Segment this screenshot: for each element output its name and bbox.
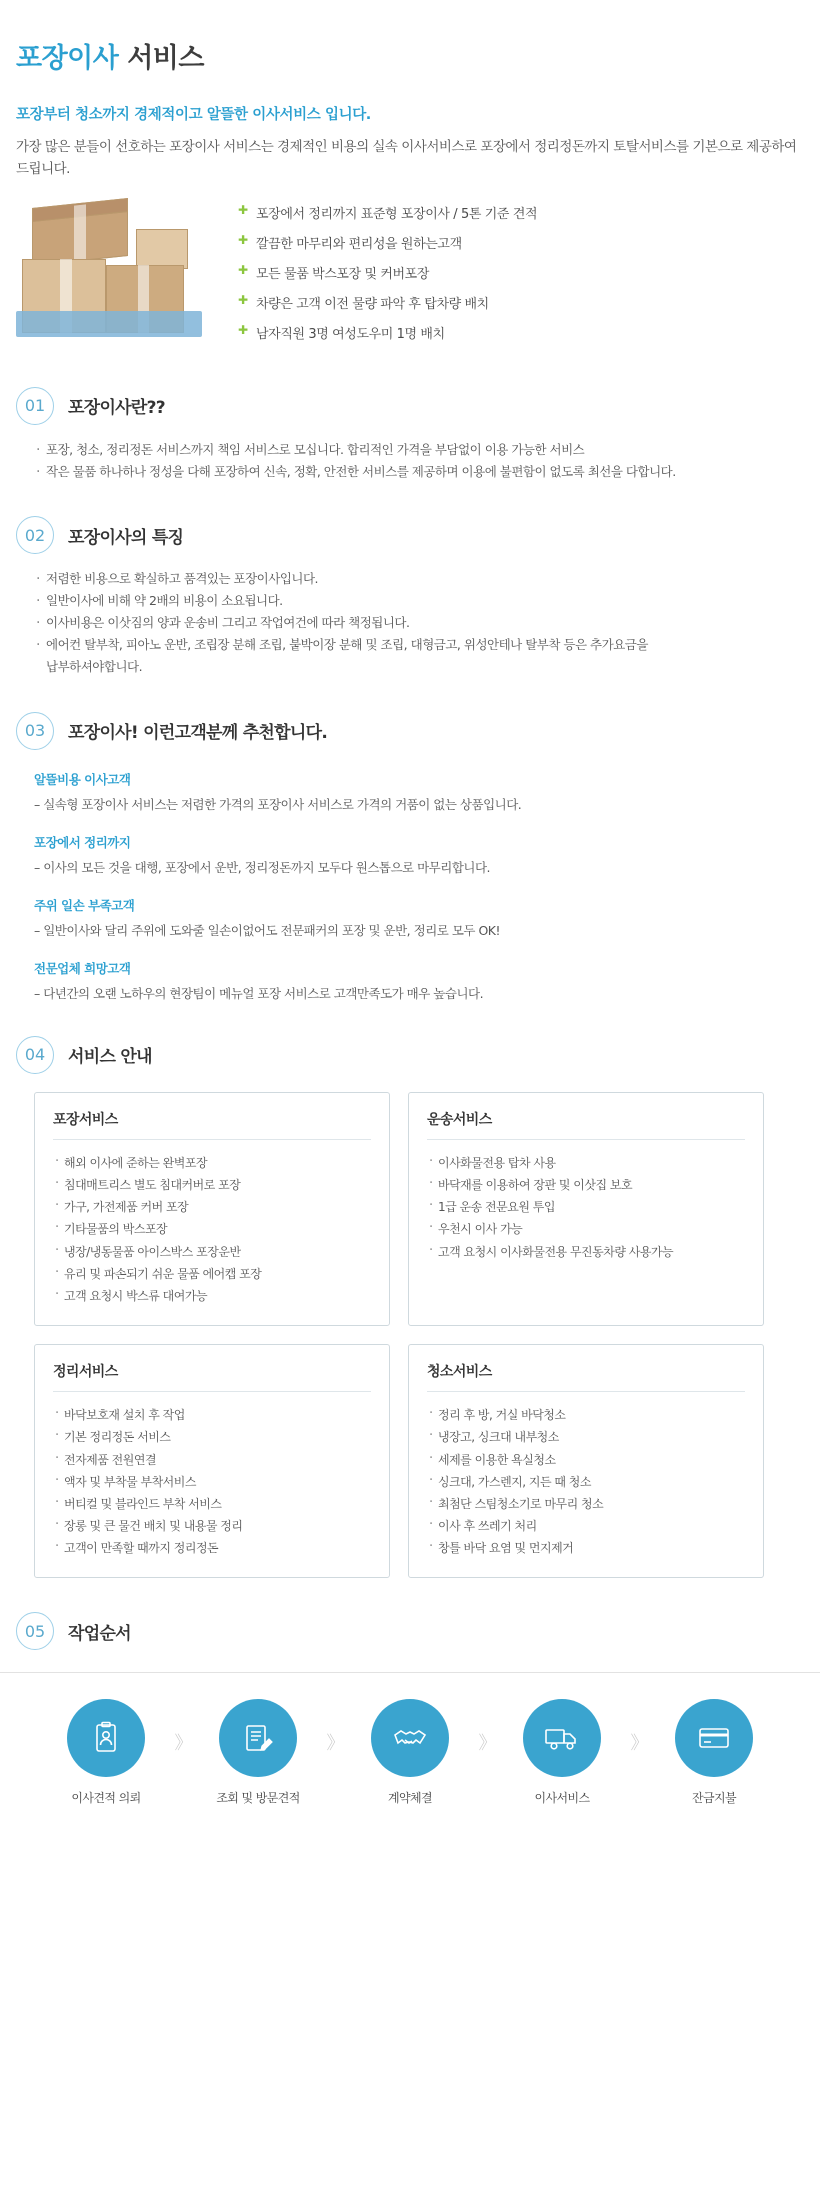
list-item: · 가구, 가전제품 커버 포장 [53, 1196, 371, 1218]
packing-moving-service-page [0, 18, 820, 2208]
recommend-group-desc: – 일반이사와 달리 주위에 도와줄 일손이없어도 전문패커의 포장 및 운반, 정리로 모두 OK! [34, 922, 501, 938]
recommend-group-desc: – 실속형 포장이사 서비스는 저렴한 가격의 포장이사 서비스로 가격의 거품이 없는 상품입니다. [34, 796, 522, 812]
chevron-right-icon: 》 [478, 1733, 494, 1755]
section-number-03: 03 [16, 712, 54, 750]
list-item: · 침대매트리스 별도 침대커버로 포장 [53, 1174, 371, 1196]
card-list [427, 1404, 745, 1559]
section-title-05: 작업순서 [68, 1623, 131, 1644]
chevron-right-icon: 》 [326, 1733, 342, 1755]
hero-section [0, 181, 820, 353]
list-item: ✚ 포장에서 정리까지 표준형 포장이사 / 5톤 기준 견적 [238, 203, 537, 222]
process-step-label: 이사서비스 [534, 1791, 590, 1806]
process-step-label: 계약체결 [388, 1791, 432, 1806]
card-title: 정리서비스 [53, 1361, 371, 1392]
section-title-02: 포장이사의 특징 [68, 527, 184, 548]
process-step-1 [47, 1699, 165, 1806]
process-step-label: 잔금지불 [692, 1791, 736, 1806]
list-item: · 고객이 만족할 때까지 정리정돈 [53, 1537, 371, 1559]
process-steps-section [0, 1672, 820, 1806]
list-item: · 싱크대, 가스렌지, 지든 때 청소 [427, 1471, 745, 1493]
list-item: ✚ 남자직원 3명 여성도우미 1명 배치 [238, 323, 537, 342]
list-item: · 포장, 청소, 정리정돈 서비스까지 책임 서비스로 모십니다. 합리적인 가격을 부담없이 이용 가능한 서비스 [34, 439, 790, 461]
list-item: · 정리 후 방, 거실 바닥청소 [427, 1404, 745, 1426]
list-item: · 작은 물품 하나하나 정성을 다해 포장하여 신속, 정확, 안전한 서비스를 제공하며 이용에 불편함이 없도록 최선을 다합니다. [34, 461, 790, 483]
service-cards [0, 1074, 820, 1579]
list-item: · 기본 정리정돈 서비스 [53, 1426, 371, 1448]
page-title-rest: 서비스 [118, 43, 204, 75]
card-title: 청소서비스 [427, 1361, 745, 1392]
list-item: · 저렴한 비용으로 확실하고 품격있는 포장이사입니다. [34, 568, 790, 590]
list-item: · 바닥재를 이용하여 장판 및 이삿집 보호 [427, 1174, 745, 1196]
truck-icon [523, 1699, 601, 1777]
section-number-05: 05 [16, 1612, 54, 1650]
service-card-packing [34, 1092, 390, 1326]
section-title-03: 포장이사! 이런고객분께 추천합니다. [68, 723, 328, 744]
recommend-group-title: 알뜰비용 이사고객 [34, 771, 131, 787]
process-step-2 [199, 1699, 317, 1806]
list-item: · 유리 및 파손되기 쉬운 물품 에어캡 포장 [53, 1263, 371, 1285]
page-title [0, 18, 820, 75]
list-item: · 냉장고, 싱크대 내부청소 [427, 1426, 745, 1448]
moving-boxes-illustration [16, 203, 206, 343]
list-item: · 고객 요청시 박스류 대여가능 [53, 1285, 371, 1307]
page-description: 가장 많은 분들이 선호하는 포장이사 서비스는 경제적인 비용의 실속 이사서비스로 포장에서 정리정돈까지 토탈서비스를 기본으로 제공하여 드립니다. [16, 139, 797, 178]
list-item-continuation: 납부하셔야합니다. [46, 658, 143, 674]
list-item: ✚ 모든 물품 박스포장 및 커버포장 [238, 263, 537, 282]
card-list [53, 1152, 371, 1307]
list-item: · 우천시 이사 가능 [427, 1218, 745, 1240]
list-item: ✚ 깔끔한 마무리와 편리성을 원하는고객 [238, 233, 537, 252]
list-item: · 에어컨 탈부착, 피아노 운반, 조립장 분해 조립, 붙박이장 분해 및 조립, 대형금고, 위성안테나 탈부착 등은 추가요금을 [34, 634, 790, 656]
section-heading-02 [0, 516, 820, 554]
section-number-04: 04 [16, 1036, 54, 1074]
list-item: · 최첨단 스팀청소기로 마무리 청소 [427, 1493, 745, 1515]
service-card-transport [408, 1092, 764, 1326]
chevron-right-icon: 》 [630, 1733, 646, 1755]
list-item: · 해외 이사에 준하는 완벽포장 [53, 1152, 371, 1174]
list-item: · 장롱 및 큰 물건 배치 및 내용물 정리 [53, 1515, 371, 1537]
service-card-organizing [34, 1344, 390, 1578]
section-number-01: 01 [16, 387, 54, 425]
chevron-right-icon: 》 [174, 1733, 190, 1755]
recommend-group-title: 전문업체 희망고객 [34, 960, 131, 976]
recommend-group [0, 959, 820, 1002]
card-title: 포장서비스 [53, 1109, 371, 1140]
section-02-bullets [0, 554, 820, 677]
process-step-3 [351, 1699, 469, 1806]
recommend-group-title: 주위 일손 부족고객 [34, 897, 135, 913]
list-item: · 1급 운송 전문요원 투입 [427, 1196, 745, 1218]
process-step-4 [503, 1699, 621, 1806]
list-item: · 냉장/냉동물품 아이스박스 포장운반 [53, 1241, 371, 1263]
list-item: · 이사비용은 이삿짐의 양과 운송비 그리고 작업여건에 따라 책정됩니다. [34, 612, 790, 634]
list-item: ✚ 차량은 고객 이전 물량 파악 후 탑차량 배치 [238, 293, 537, 312]
process-step-label: 조회 및 방문견적 [216, 1791, 300, 1806]
list-item: · 이사 후 쓰레기 처리 [427, 1515, 745, 1537]
section-heading-05 [0, 1612, 820, 1650]
process-steps [16, 1699, 804, 1806]
recommend-group-title: 포장에서 정리까지 [34, 834, 131, 850]
process-step-5 [655, 1699, 773, 1806]
list-item: · 이사화물전용 탑차 사용 [427, 1152, 745, 1174]
list-item: · 버티컬 및 블라인드 부착 서비스 [53, 1493, 371, 1515]
list-item: · 기타물품의 박스포장 [53, 1218, 371, 1240]
list-item: · 액자 및 부착물 부착서비스 [53, 1471, 371, 1493]
list-item: · 일반이사에 비해 약 2배의 비용이 소요됩니다. [34, 590, 790, 612]
handshake-icon [371, 1699, 449, 1777]
card-list [53, 1404, 371, 1559]
recommend-group [0, 770, 820, 813]
list-item: · 바닥보호재 설치 후 작업 [53, 1404, 371, 1426]
section-heading-04 [0, 1036, 820, 1074]
section-number-02: 02 [16, 516, 54, 554]
hero-feature-list [206, 199, 537, 353]
page-title-accent: 포장이사 [16, 43, 119, 75]
list-item: · 창틀 바닥 요염 및 먼지제거 [427, 1537, 745, 1559]
section-heading-03 [0, 712, 820, 750]
section-title-04: 서비스 안내 [68, 1047, 152, 1068]
list-item: · 전자제품 전원연결 [53, 1449, 371, 1471]
document-pencil-icon [219, 1699, 297, 1777]
process-step-label: 이사견적 의뢰 [71, 1791, 141, 1806]
section-title-01: 포장이사란?? [68, 398, 165, 419]
section-heading-01 [0, 387, 820, 425]
service-card-cleaning [408, 1344, 764, 1578]
page-subtitle: 포장부터 청소까지 경제적이고 알뜰한 이사서비스 입니다. [16, 107, 371, 124]
clipboard-person-icon [67, 1699, 145, 1777]
card-title: 운송서비스 [427, 1109, 745, 1140]
list-item: · 세제를 이용한 욕실청소 [427, 1449, 745, 1471]
recommend-group-desc: – 이사의 모든 것을 대행, 포장에서 운반, 정리정돈까지 모두다 원스톱으로 마무리합니다. [34, 859, 491, 875]
recommend-group [0, 833, 820, 876]
recommend-group-desc: – 다년간의 오랜 노하우의 현장팀이 메뉴얼 포장 서비스로 고객만족도가 매우 높습니다. [34, 985, 484, 1001]
recommend-group [0, 896, 820, 939]
section-01-bullets [0, 425, 820, 483]
list-item: · 고객 요청시 이사화물전용 무진동차량 사용가능 [427, 1241, 745, 1263]
credit-card-icon [675, 1699, 753, 1777]
card-list [427, 1152, 745, 1263]
